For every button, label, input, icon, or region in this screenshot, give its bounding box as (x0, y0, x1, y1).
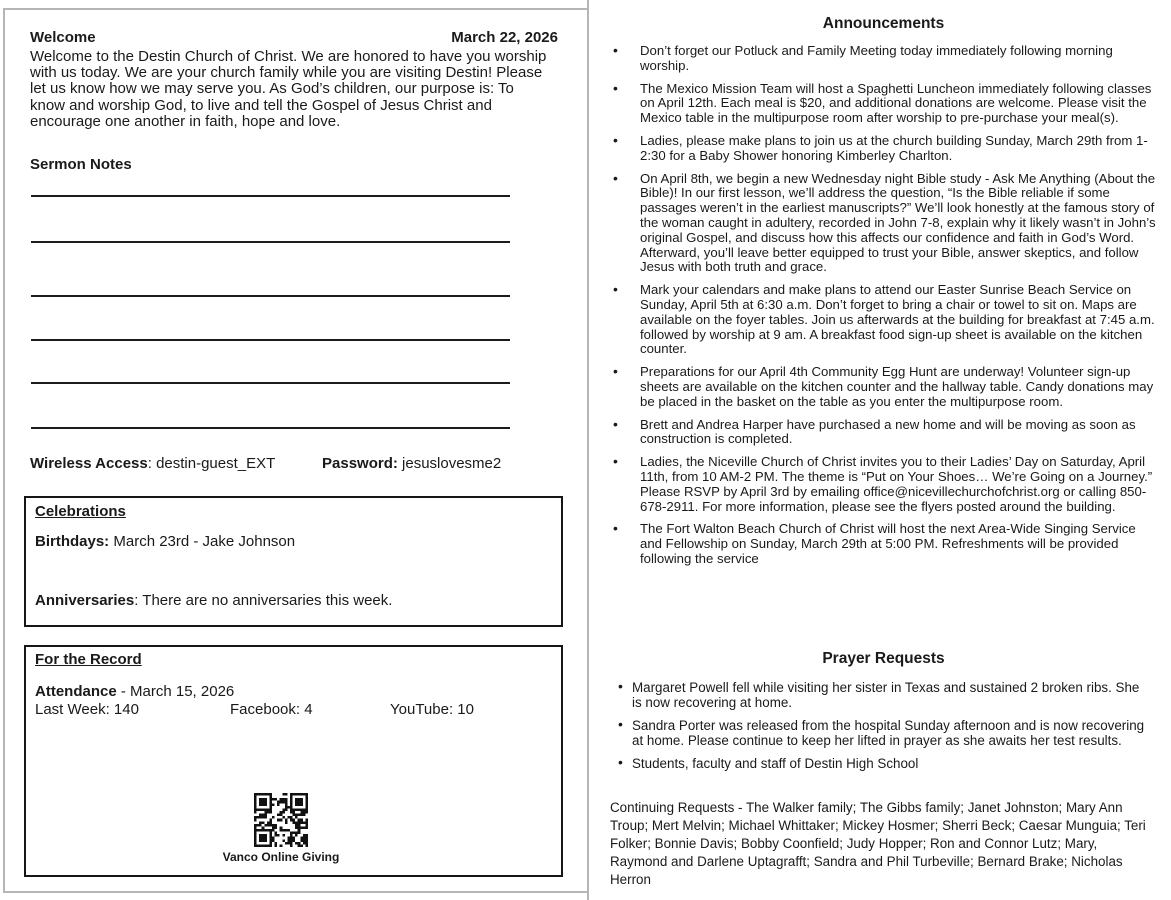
for-the-record-title: For the Record (35, 651, 142, 668)
birthdays-label: Birthdays: (35, 533, 110, 550)
announcement-item: • Ladies, please make plans to join us at the church building Sunday, March 29th from 1- 2:30 for a Baby Shower honoring Kimberley Charlton. (610, 134, 1157, 164)
announcements-list (610, 44, 1157, 575)
continuing-requests: Continuing Requests - The Walker family; The Gibbs family; Janet Johnston; Mary Ann Troup; Mert Melvin; Michael Whittaker; Mickey Hosmer; Sherri Beck; Caesar Munguia; Teri Folker; Bonnie Davis; Bobby Coonfield; Judy Hopper; Ron and Connor Lutz; Mary, Raymond and Darlene Uptagrafft; Sandra and Phil Turbeville; Bernard Brake; Nicholas Herron (610, 800, 1146, 887)
announcement-item: • Brett and Andrea Harper have purchased a new home and will be moving as soon as construction is completed. (610, 418, 1157, 448)
page-divider (587, 0, 589, 900)
page-border-left (3, 8, 5, 893)
for-the-record-box (24, 645, 563, 877)
bulletin-date: March 22, 2026 (451, 29, 558, 46)
wireless-access-row (30, 455, 560, 472)
announcement-item: • Preparations for our April 4th Community Egg Hunt are underway! Volunteer sign-up sheets are available on the kitchen counter and the hallway table. Candy donations may be placed in the basket on the table as you enter the multipurpose room. (610, 365, 1157, 409)
attendance-label: Attendance (35, 683, 117, 700)
sermon-note-line (31, 195, 510, 197)
sermon-notes-title: Sermon Notes (30, 156, 132, 173)
stat-youtube: YouTube: 10 (390, 701, 474, 718)
stat-last-week: Last Week: 140 (35, 701, 139, 718)
wireless-access-label: Wireless Access (30, 455, 148, 472)
prayer-requests-list (610, 680, 1150, 779)
prayer-item: • Margaret Powell fell while visiting her sister in Texas and sustained 2 broken ribs. She is now recovering at home. (610, 680, 1150, 710)
page-border-top (3, 8, 588, 10)
announcement-item: • The Mexico Mission Team will host a Spaghetti Luncheon immediately following classes on April 12th. Each meal is $20, and additional donations are welcome. Please visit the Mexico table in the multipurpose room after worship to pre-purchase your meal(s). (610, 82, 1157, 126)
birthdays-row (35, 533, 555, 550)
anniversaries-value: : There are no anniversaries this week. (134, 592, 393, 609)
stat-facebook: Facebook: 4 (230, 701, 313, 718)
password-label: Password: (322, 455, 398, 472)
welcome-header-row (30, 29, 558, 46)
qr-caption: Vanco Online Giving (222, 850, 340, 864)
prayer-item: • Sandra Porter was released from the hospital Sunday afternoon and is now recovering at home. Please continue to keep her lifted in prayer as she awaits her test results. (610, 718, 1150, 748)
announcement-item: • Mark your calendars and make plans to attend our Easter Sunrise Beach Service on Sunday, April 5th at 6:30 a.m. Don’t forget to bring a chair or towel to sit on. Maps are available on the foyer tables. Join us afterwards at the building for breakfast at 7:45 a.m. followed by worship at 9 am. A breakfast food sign-up sheet is available on the kitchen counter. (610, 283, 1157, 357)
password-value: jesuslovesme2 (397, 455, 502, 472)
announcement-item: • Ladies, the Niceville Church of Christ invites you to their Ladies’ Day on Saturday, April 11th, from 10 AM-2 PM. The theme is “Put on Your Shoes… We’re Going on a Journey.” Please RSVP by April 3rd by emailing office@nicevillechurchofchrist.org or calling 850-678-2911. For more information, please see the flyers posted around the building. (610, 455, 1157, 514)
announcements-title: Announcements (822, 15, 945, 32)
page-border-bottom (3, 891, 588, 893)
announcement-item: • Don’t forget our Potluck and Family Meeting today immediately following morning worship. (610, 44, 1157, 74)
sermon-note-line (31, 382, 510, 384)
announcement-item: • On April 8th, we begin a new Wednesday night Bible study - Ask Me Anything (About the Bible)! In our first lesson, we’ll address the question, “Is the Bible reliable if some passages weren’t in the earliest manuscripts?” We’ll look honestly at the famous story of the woman caught in adultery, recorded in John 7-8, explain why it likely wasn’t in John’s original Gospel, and discuss how this affects our confidence and faith in God’s Word. Afterward, you’ll leave better equipped to trust your Bible, answer skeptics, and follow Jesus with both truth and grace. (610, 172, 1157, 276)
qr-code (254, 793, 308, 847)
anniversaries-row (35, 592, 555, 609)
announcement-item: • The Fort Walton Beach Church of Christ will host the next Area-Wide Singing Service and Fellowship on Sunday, March 29th at 5:00 PM. Refreshments will be provided following the service (610, 522, 1157, 566)
sermon-note-line (31, 427, 510, 429)
sermon-note-line (31, 241, 510, 243)
anniversaries-label: Anniversaries (35, 592, 135, 609)
attendance-row (35, 683, 555, 700)
prayer-requests-title: Prayer Requests (822, 650, 945, 667)
sermon-note-line (31, 339, 510, 341)
celebrations-box (24, 496, 563, 627)
attendance-date: - March 15, 2026 (116, 683, 235, 700)
wireless-network: : destin-guest_EXT (147, 455, 276, 472)
sermon-note-line (31, 295, 510, 297)
prayer-item: • Students, faculty and staff of Destin High School (610, 756, 1150, 771)
celebrations-title: Celebrations (35, 503, 126, 520)
welcome-title: Welcome (30, 29, 96, 46)
birthdays-value: March 23rd - Jake Johnson (109, 533, 296, 550)
welcome-paragraph: Welcome to the Destin Church of Christ. We are honored to have you worship with us today. We are your church family while you are visiting Destin! Please let us know how we may serve you. As God’s children, our purpose is: To know and worship God, to live and tell the Gospel of Jesus Christ and encourage one another in faith, hope and love. (30, 48, 547, 130)
